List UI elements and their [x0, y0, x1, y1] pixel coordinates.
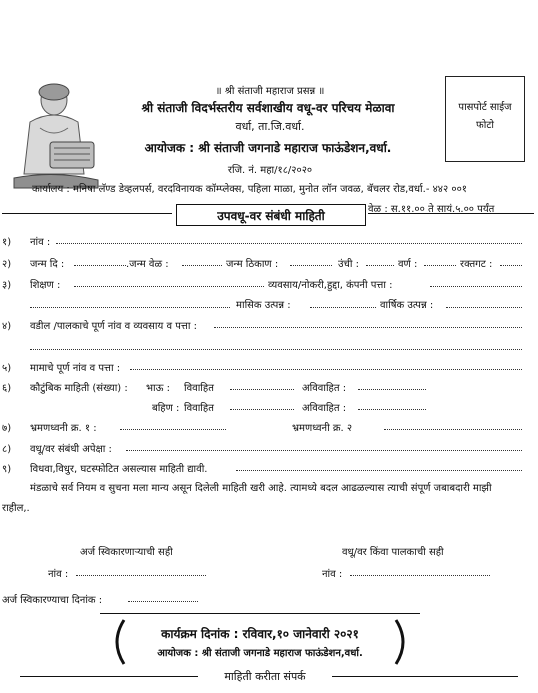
- label-complexion: वर्ण :: [398, 259, 418, 270]
- name-field[interactable]: [56, 234, 522, 244]
- label-education: शिक्षण :: [30, 280, 61, 291]
- program-organizer: आयोजक : श्री संताजी जगनाडे महाराज फाऊंडेशन,वर्धा.: [157, 648, 363, 659]
- applicant-signature-label: अर्ज स्विकारणाऱ्याची सही: [80, 547, 173, 558]
- birth-place-field[interactable]: [290, 256, 332, 266]
- complexion-field[interactable]: [424, 256, 456, 266]
- timing: वेळ : स.११.०० ते सायं.५.०० पर्यंत: [368, 204, 495, 215]
- label-phone-2: भ्रमणध्वनी क्र. २: [292, 423, 353, 434]
- label-birth-time: .जन्म वेळ :: [126, 259, 169, 270]
- contact-heading: माहिती करीता संपर्क: [224, 670, 306, 683]
- acceptance-date-label: अर्ज स्विकारण्याचा दिनांक :: [2, 595, 103, 606]
- label-blood-group: रक्तगट :: [460, 259, 493, 270]
- sister-married-field[interactable]: [230, 400, 294, 410]
- name-right-field[interactable]: [350, 566, 490, 576]
- num-7: ७): [2, 423, 12, 434]
- label-sister-unmarried: अविवाहित :: [302, 403, 347, 414]
- photo-box-line1: पासपोर्ट साईज: [458, 102, 512, 113]
- name-right-label: नांव :: [322, 569, 343, 580]
- label-sister: बहिण :: [152, 403, 180, 414]
- dob-field[interactable]: [74, 256, 126, 266]
- widow-field[interactable]: [236, 461, 522, 471]
- program-date: कार्यक्रम दिनांक : रविवार,१० जानेवारी २०२१: [161, 627, 359, 641]
- expectations-field[interactable]: [126, 441, 522, 451]
- maternal-uncle-field[interactable]: [130, 360, 522, 370]
- label-sister-married: विवाहित: [184, 403, 214, 414]
- guardian-signature-label: वधू/वर किंवा पालकाची सही: [342, 547, 444, 558]
- sister-unmarried-field[interactable]: [358, 400, 426, 410]
- occupation-field-2[interactable]: [30, 298, 230, 308]
- num-2: २): [2, 259, 12, 270]
- brother-married-field[interactable]: [230, 380, 294, 390]
- invocation: ॥ श्री संताजी महाराज प्रसन्न ॥: [215, 86, 325, 97]
- brother-unmarried-field[interactable]: [358, 380, 426, 390]
- label-name: नांव :: [30, 237, 51, 248]
- phone-2-field[interactable]: [384, 420, 522, 430]
- event-place: वर्धा, ता.जि.वर्धा.: [235, 120, 305, 133]
- num-9: ९): [2, 464, 12, 475]
- phone-1-field[interactable]: [120, 420, 226, 430]
- program-box: [110, 618, 410, 666]
- label-dob: जन्म दि :: [30, 259, 65, 270]
- divider-left: [2, 213, 172, 214]
- father-field-2[interactable]: [30, 340, 522, 350]
- section-title: उपवधू-वर संबंधी माहिती: [176, 204, 366, 226]
- blood-group-field[interactable]: [500, 256, 522, 266]
- num-8: ८): [2, 444, 12, 455]
- photo-box-line2: फोटो: [476, 120, 494, 131]
- label-birth-place: जन्म ठिकाण :: [226, 259, 279, 270]
- label-father: वडील /पालकाचे पूर्ण नांव व व्यवसाय व पत्ता :: [30, 321, 197, 332]
- education-field[interactable]: [74, 277, 264, 287]
- acceptance-date-field[interactable]: [128, 592, 198, 602]
- footer-rule-left: [20, 676, 198, 677]
- footer-rule-right: [332, 676, 518, 677]
- num-6: ६): [2, 383, 12, 394]
- num-5: ५): [2, 363, 12, 374]
- program-top-rule: [100, 613, 420, 614]
- event-title: श्री संताजी विदर्भस्तरीय सर्वशाखीय वधू-वर परिचय मेळावा: [141, 101, 395, 115]
- label-brother-unmarried: अविवाहित :: [302, 383, 347, 394]
- label-family: कौटुंबिक माहिती (संख्या) :: [30, 383, 128, 394]
- declaration-line-1: मंडळाचे सर्व नियम व सुचना मला मान्य असून दिलेली माहिती खरी आहे. त्यामध्ये बदल आढळल्यास त्याची संपूर्ण जबाबदारी माझी: [30, 483, 492, 494]
- declaration-line-2: राहील,.: [2, 503, 30, 514]
- name-left-label: नांव :: [48, 569, 69, 580]
- label-phone-1: भ्रमणध्वनी क्र. १ :: [30, 423, 97, 434]
- label-brother: भाऊ :: [146, 383, 171, 394]
- label-widow: विधवा,विधुर, घटस्फोटित असल्यास माहिती द्यावी.: [30, 464, 208, 475]
- label-occupation: व्यवसाय/नोकरी,हुद्दा, कंपनी पत्ता :: [268, 280, 393, 291]
- label-brother-married: विवाहित: [184, 383, 214, 394]
- father-field[interactable]: [214, 318, 522, 328]
- passport-photo-box: [445, 76, 525, 162]
- label-expectations: वधू/वर संबंधी अपेक्षा :: [30, 444, 112, 455]
- height-field[interactable]: [366, 256, 394, 266]
- label-height: उंची :: [338, 259, 359, 270]
- monthly-income-field[interactable]: [310, 298, 376, 308]
- label-maternal-uncle: मामाचे पूर्ण नांव व पत्ता :: [30, 363, 121, 374]
- office-address: कार्यालय : मनिषा लॅण्ड डेव्हलपर्स, वरदविनायक कॉम्प्लेक्स, पहिला माळा, मुनोत लॉन जवळ, बॅचलर रोड,वर्धा.- ४४२ ००१: [32, 184, 467, 195]
- label-annual-income: वार्षिक उत्पन्न :: [380, 300, 434, 311]
- num-4: ४): [2, 321, 12, 332]
- num-3: ३): [2, 280, 12, 291]
- birth-time-field[interactable]: [182, 256, 222, 266]
- organizer-line: आयोजक : श्री संताजी जगनाडे महाराज फाऊंडेशन,वर्धा.: [144, 141, 392, 155]
- registration-number: रजि. नं. महा/१८/२०२०: [227, 165, 313, 176]
- label-monthly-income: मासिक उत्पन्न :: [236, 300, 291, 311]
- saint-portrait: [10, 82, 100, 190]
- num-1: १): [2, 237, 12, 248]
- occupation-field[interactable]: [430, 277, 522, 287]
- name-left-field[interactable]: [76, 566, 206, 576]
- annual-income-field[interactable]: [446, 298, 522, 308]
